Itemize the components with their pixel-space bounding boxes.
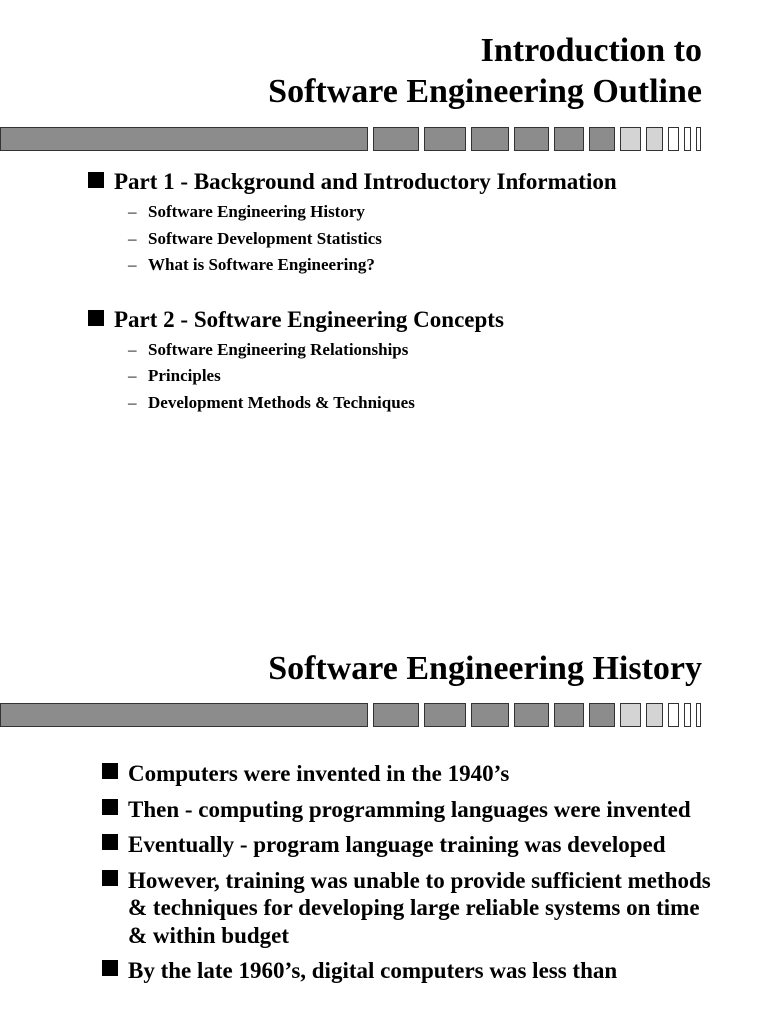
black-square-icon xyxy=(102,870,118,886)
bar-segment xyxy=(514,703,549,727)
list-item xyxy=(102,796,712,824)
bar-segment xyxy=(620,127,641,151)
bar-segment xyxy=(514,127,549,151)
bullet-text: By the late 1960’s, digital computers was less than xyxy=(128,958,618,983)
list-item xyxy=(102,867,712,950)
list-item xyxy=(128,226,728,253)
bullet-text: Eventually - program language training was developed xyxy=(128,832,666,857)
part-heading: Part 1 - Background and Introductory Information xyxy=(114,169,617,194)
bar-segment xyxy=(589,127,615,151)
bar-segment xyxy=(0,703,368,727)
bar-segment xyxy=(696,127,701,151)
sub-item-text: Software Engineering History xyxy=(148,202,365,221)
list-item xyxy=(102,760,712,788)
bar-segment xyxy=(668,127,679,151)
bar-segment xyxy=(471,127,509,151)
sub-list xyxy=(128,199,728,279)
slide-title xyxy=(268,30,702,112)
black-square-icon xyxy=(102,799,118,815)
list-item xyxy=(102,957,712,985)
list-item xyxy=(88,168,728,196)
black-square-icon xyxy=(88,172,104,188)
bullet-text: Computers were invented in the 1940’s xyxy=(128,761,510,786)
dash-icon: – xyxy=(128,392,137,412)
list-item xyxy=(128,252,728,279)
title-line-1: Introduction to xyxy=(480,32,702,69)
sub-item-text: Principles xyxy=(148,366,221,385)
list-item xyxy=(128,337,728,364)
decorative-bar xyxy=(0,703,704,727)
bar-segment xyxy=(696,703,701,727)
bar-segment xyxy=(589,703,615,727)
sub-list xyxy=(128,337,728,417)
sub-item-text: Software Development Statistics xyxy=(148,228,382,248)
outline-part-2 xyxy=(88,306,728,417)
bar-segment xyxy=(424,127,466,151)
bar-segment xyxy=(684,127,691,151)
bar-segment xyxy=(620,703,641,727)
list-item xyxy=(102,831,712,859)
dash-icon: – xyxy=(128,255,137,274)
dash-icon: – xyxy=(128,228,137,248)
list-item xyxy=(128,390,728,417)
bar-segment xyxy=(373,127,419,151)
bar-segment xyxy=(646,703,663,727)
dash-icon: – xyxy=(128,339,137,359)
sub-item-text: What is Software Engineering? xyxy=(148,255,375,274)
sub-item-text: Software Engineering Relationships xyxy=(148,339,409,359)
outline-part-1 xyxy=(88,168,728,279)
list-item xyxy=(128,199,728,226)
decorative-bar xyxy=(0,127,704,151)
list-item xyxy=(88,306,728,334)
bar-segment xyxy=(554,127,584,151)
bullet-text: Then - computing programming languages were invented xyxy=(128,796,691,822)
bar-segment xyxy=(373,703,419,727)
black-square-icon xyxy=(102,763,118,779)
black-square-icon xyxy=(88,310,104,326)
bar-segment xyxy=(684,703,691,727)
list-item xyxy=(128,363,728,390)
bullet-text: However, training was unable to provide sufficient methods & techniques for developing large reliable systems on time & within budget xyxy=(128,867,711,948)
bar-segment xyxy=(554,703,584,727)
sub-item-text: Development Methods & Techniques xyxy=(148,392,415,412)
title-line-2: Software Engineering Outline xyxy=(268,73,702,110)
dash-icon: – xyxy=(128,366,137,385)
history-bullet-list xyxy=(102,760,712,993)
outline-list xyxy=(88,168,728,416)
bar-segment xyxy=(0,127,368,151)
part-heading: Part 2 - Software Engineering Concepts xyxy=(114,306,504,332)
bar-segment xyxy=(646,127,663,151)
black-square-icon xyxy=(102,834,118,850)
bar-segment xyxy=(424,703,466,727)
bar-segment xyxy=(668,703,679,727)
dash-icon: – xyxy=(128,202,137,221)
black-square-icon xyxy=(102,960,118,976)
bar-segment xyxy=(471,703,509,727)
slide-history xyxy=(0,620,768,1024)
slide-title: Software Engineering History xyxy=(268,650,702,687)
